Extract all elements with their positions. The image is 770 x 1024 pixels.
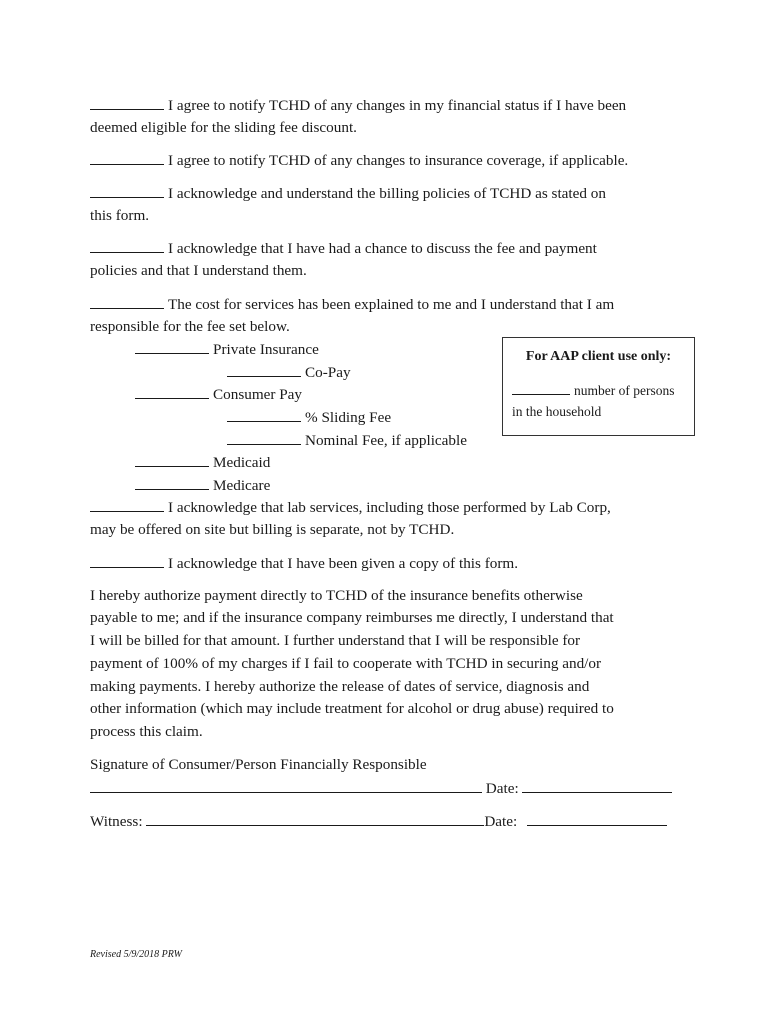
witness-label: Witness: [90,813,143,830]
option-medicare: Medicare [135,476,270,495]
initial-blank-private-insurance[interactable] [135,340,209,354]
initial-blank-3[interactable] [90,184,164,198]
authorization-line-6: other information (which may include treatment for alcohol or drug abuse) required to [90,700,614,717]
authorization-line-5: making payments. I hereby authorize the release of dates of service, diagnosis and [90,678,590,695]
agreement-3-cont: this form. [90,207,150,224]
copy-acknowledgment: I acknowledge that I have been given a copy of this form. [90,554,518,573]
agreement-5-cont: responsible for the fee set below. [90,318,290,335]
revision-footer: Revised 5/9/2018 PRW [90,949,183,960]
lab-acknowledgment-cont: may be offered on site but billing is separate, not by TCHD. [90,521,455,538]
authorization-line-2: payable to me; and if the insurance company reimburses me directly, I understand that [90,609,614,626]
initial-blank-copy[interactable] [90,554,164,568]
option-sliding-fee: % Sliding Fee [227,408,391,427]
agreement-1: I agree to notify TCHD of any changes in my financial status if I have been [90,96,626,115]
aap-client-box [502,337,695,436]
signature-field[interactable] [90,779,482,793]
agreement-3: I acknowledge and understand the billing policies of TCHD as stated on [90,184,606,203]
household-count-blank[interactable] [512,382,570,395]
signature-label: Signature of Consumer/Person Financially Responsible [90,756,427,773]
initial-blank-medicaid[interactable] [135,453,209,467]
initial-blank-lab[interactable] [90,498,164,512]
agreement-5: The cost for services has been explained to me and I understand that I am [90,295,614,314]
witness-date-label: Date: [484,813,518,830]
authorization-line-4: payment of 100% of my charges if I fail to cooperate with TCHD in securing and/or [90,655,602,672]
signature-date-field[interactable] [522,779,672,793]
aap-box-title: For AAP client use only: [525,349,672,364]
initial-blank-1[interactable] [90,96,164,110]
agreement-2: I agree to notify TCHD of any changes to insurance coverage, if applicable. [90,151,628,170]
signature-date-label: Date: [485,780,519,797]
authorization-line-3: I will be billed for that amount. I further understand that I will be responsible for [90,632,581,649]
agreement-4: I acknowledge that I have had a chance to discuss the fee and payment [90,239,597,258]
witness-field[interactable] [146,812,484,826]
witness-date-field[interactable] [527,812,667,826]
initial-blank-medicare[interactable] [135,476,209,490]
initial-blank-consumer-pay[interactable] [135,385,209,399]
witness-row [90,812,667,831]
option-nominal-fee: Nominal Fee, if applicable [227,431,467,450]
initial-blank-4[interactable] [90,239,164,253]
option-co-pay: Co-Pay [227,363,351,382]
option-medicaid: Medicaid [135,453,270,472]
initial-blank-5[interactable] [90,295,164,309]
initial-blank-co-pay[interactable] [227,363,301,377]
agreement-1-cont: deemed eligible for the sliding fee discount. [90,119,357,136]
initial-blank-nominal-fee[interactable] [227,431,301,445]
signature-row [90,779,672,798]
authorization-line-1: I hereby authorize payment directly to TCHD of the insurance benefits otherwise [90,587,583,604]
lab-acknowledgment: I acknowledge that lab services, including those performed by Lab Corp, [90,498,611,517]
option-consumer-pay: Consumer Pay [135,385,302,404]
aap-household-count: number of persons in the household [512,383,675,419]
initial-blank-2[interactable] [90,151,164,165]
option-private-insurance: Private Insurance [135,340,319,359]
agreement-4-cont: policies and that I understand them. [90,262,307,279]
initial-blank-sliding-fee[interactable] [227,408,301,422]
authorization-line-7: process this claim. [90,723,203,740]
